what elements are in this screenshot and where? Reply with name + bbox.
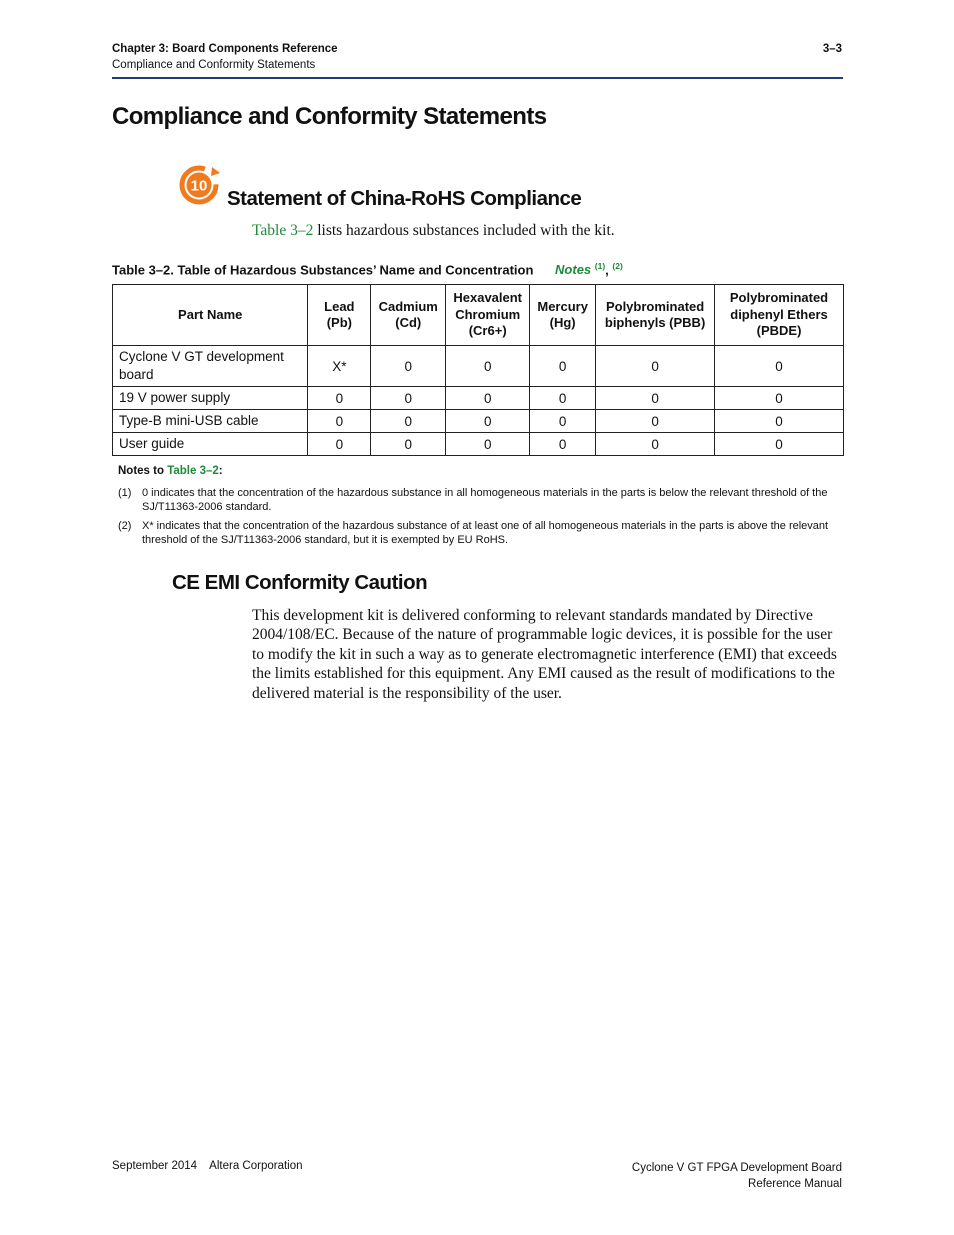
note-number: (1) — [118, 487, 132, 499]
rohs-heading: Statement of China-RoHS Compliance — [227, 187, 582, 210]
table-row — [113, 387, 844, 410]
table-cell: 0 — [446, 433, 530, 456]
caption-note-ref-1[interactable]: (1) — [594, 261, 606, 271]
table-link[interactable]: Table 3–2 — [252, 222, 314, 239]
page-title: Compliance and Conformity Statements — [112, 103, 547, 130]
table-cell: Type-B mini-USB cable — [113, 410, 308, 433]
table-header-row — [113, 285, 844, 346]
note-text: X* indicates that the concentration of the hazardous substance of at least one of all homogeneous materials in the parts is above the relevant threshold of the SJ/T11363-2006 standard, but it is exempted by EU RoHS. — [142, 520, 829, 546]
note-number: (2) — [118, 520, 132, 532]
note-item — [118, 486, 848, 514]
table-cell: 0 — [371, 346, 446, 387]
table-row — [113, 410, 844, 433]
ce-emi-heading: CE EMI Conformity Caution — [172, 571, 428, 594]
header-lead: Lead (Pb) — [308, 285, 371, 346]
page-number: 3–3 — [822, 43, 842, 55]
table-cell: 0 — [596, 346, 715, 387]
table-cell: 0 — [596, 410, 715, 433]
table-cell: 0 — [308, 433, 371, 456]
running-header-section: Compliance and Conformity Statements — [112, 59, 316, 71]
table-cell: 0 — [715, 410, 844, 433]
table-row — [113, 346, 844, 387]
table-cell: 0 — [596, 387, 715, 410]
table-row — [113, 433, 844, 456]
header-rule — [112, 77, 843, 79]
rohs-intro-text: lists hazardous substances included with the kit. — [313, 222, 615, 239]
table-caption — [112, 261, 623, 277]
table-cell: User guide — [113, 433, 308, 456]
footer-date-company: September 2014 Altera Corporation — [112, 1160, 303, 1172]
table-cell: 0 — [596, 433, 715, 456]
table-cell: 0 — [530, 346, 596, 387]
caption-note-sep: , — [605, 262, 613, 278]
table-cell: 0 — [715, 346, 844, 387]
note-item — [118, 519, 848, 547]
table-cell: 0 — [446, 387, 530, 410]
table-cell: 0 — [308, 387, 371, 410]
header-hexavalent-chromium: Hexavalent Chromium (Cr6+) — [446, 285, 530, 346]
footer-doc-title — [632, 1160, 842, 1192]
table-cell: 0 — [446, 346, 530, 387]
notes-table-link[interactable]: Table 3–2 — [167, 465, 219, 477]
table-cell: 0 — [530, 410, 596, 433]
hazardous-substances-table — [112, 284, 844, 456]
table-cell: X* — [308, 346, 371, 387]
footer-doc-title-line1: Cyclone V GT FPGA Development Board — [631, 1162, 842, 1174]
table-caption-text: Table 3–2. Table of Hazardous Substances’ Name and Concentration — [112, 262, 534, 278]
china-rohs-10-icon — [176, 162, 222, 208]
header-mercury: Mercury (Hg) — [530, 285, 596, 346]
caption-note-ref-2[interactable]: (2) — [612, 261, 623, 271]
table-cell: 0 — [371, 387, 446, 410]
table-cell: 0 — [530, 387, 596, 410]
note-text: 0 indicates that the concentration of the hazardous substance in all homogeneous materials in the parts is below the relevant threshold of the SJ/T11363-2006 standard. — [142, 487, 828, 513]
caption-notes-label: Notes — [555, 262, 592, 278]
ce-emi-paragraph: This development kit is delivered conforming to relevant standards mandated by Directive 2004/108/EC. Because of the nature of programmable logic devices, it is possible for the user to modify the kit in such a way as to generate electromagnetic interference (EMI) that exceeds the limits established for this equipment. Any EMI caused as the result of modifications to the delivered material is the responsibility of the user. — [252, 607, 837, 702]
notes-title — [118, 465, 223, 477]
header-part-name: Part Name — [113, 285, 308, 346]
table-cell: 19 V power supply — [113, 387, 308, 410]
table-cell: Cyclone V GT development board — [113, 346, 308, 387]
running-header-chapter: Chapter 3: Board Components Reference — [112, 43, 338, 55]
header-pbde: Polybrominated diphenyl Ethers (PBDE) — [715, 285, 844, 346]
rohs-intro — [252, 222, 615, 240]
table-cell: 0 — [446, 410, 530, 433]
footer-doc-title-line2: Reference Manual — [748, 1178, 842, 1190]
table-cell: 0 — [715, 387, 844, 410]
table-cell: 0 — [371, 433, 446, 456]
header-pbb: Polybrominated biphenyls (PBB) — [596, 285, 715, 346]
table-cell: 0 — [308, 410, 371, 433]
table-cell: 0 — [715, 433, 844, 456]
table-cell: 0 — [530, 433, 596, 456]
table-cell: 0 — [371, 410, 446, 433]
notes-title-suffix: : — [218, 465, 223, 477]
notes-title-prefix: Notes to — [118, 465, 168, 477]
header-cadmium: Cadmium (Cd) — [371, 285, 446, 346]
svg-text:10: 10 — [190, 177, 208, 195]
